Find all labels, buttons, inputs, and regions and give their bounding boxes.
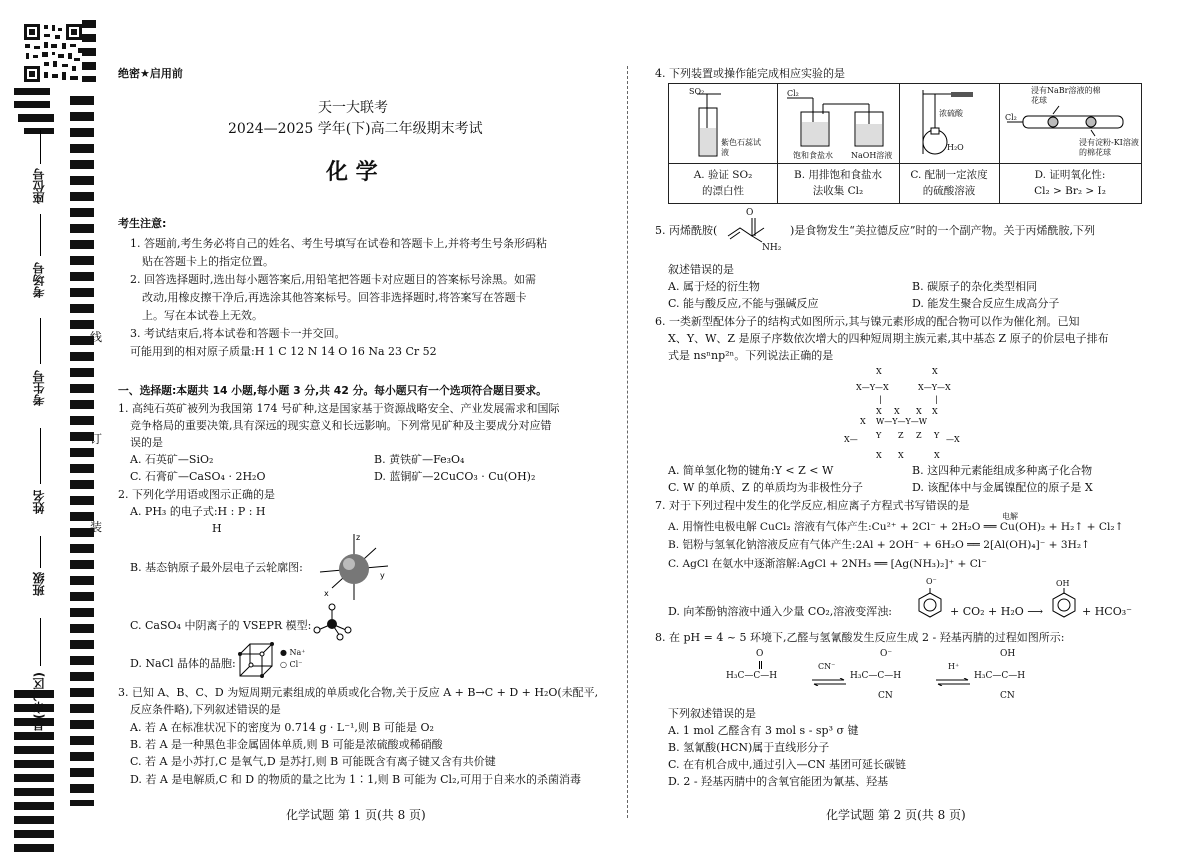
notice-2b: 改动,用橡皮擦干净后,再选涂其他答案标号。回答非选择题时,将答案写在答题卡 [142, 291, 527, 304]
q8-arrow2 [936, 671, 970, 679]
name-label: 姓名 [32, 490, 46, 514]
q1-option-a: A. 石英矿—SiO₂ [130, 453, 214, 466]
q6-stem-2: X、Y、W、Z 是原子序数依次增大的四种短周期主族元素,其中基态 Z 原子的价层电子排布 [668, 332, 1109, 345]
q4-option-c-line1: C. 配制一定浓度 [910, 169, 988, 181]
notice-title: 考生注意: [118, 217, 167, 230]
q4-c-label-water: H₂O [947, 143, 964, 152]
q1-option-d: D. 蓝铜矿—2CuCO₃ · Cu(OH)₂ [374, 470, 536, 483]
q8-m1-bond2 [761, 661, 762, 669]
svg-text:X: X [934, 451, 940, 460]
q4-option-d-line2: Cl₂ > Br₂ > I₂ [1034, 185, 1106, 197]
q8-m3-bot: CN [1000, 691, 1015, 701]
q7-option-b: B. 铝粉与氢氧化钠溶液反应有气体产生:2Al + 2OH⁻ + 6H₂O ══ 2[Al(OH)₄]⁻ + 3H₂↑ [668, 539, 1091, 551]
svg-text:X: X [876, 407, 882, 416]
nacl-legend-na: ● Na⁺ [280, 648, 306, 657]
q8-option-a: A. 1 mol 乙醛含有 3 mol s - sp³ σ 键 [668, 724, 859, 737]
notice-3: 3. 考试结束后,将本试卷和答题卡一并交回。 [130, 327, 346, 340]
phenol-ring [1050, 588, 1078, 618]
svg-text:X—: X— [844, 435, 858, 444]
q1-stem-2: 竞争格局的重要决策,具有深远的现实意义和长远影响。下列常见矿种及主要成分对应错 [130, 419, 552, 432]
binding-mark-line: 线 [90, 330, 103, 344]
q4-option-b-line1: B. 用排饱和食盐水 [794, 169, 882, 181]
q5-option-a: A. 属于烃的衍生物 [668, 280, 760, 293]
q7-option-c: C. AgCl 在氨水中逐渐溶解:AgCl + 2NH₃ ══ [Ag(NH₃)₂]⁺ + Cl⁻ [668, 558, 987, 570]
acrylamide-nh2: NH₂ [762, 243, 782, 253]
q5-stem-after: )是食物发生“美拉德反应”时的一个副产物。关于丙烯酰胺,下列 [790, 224, 1096, 237]
room-label: 考场号 [32, 262, 46, 298]
svg-text:W—Y—Y—W: W—Y—Y—W [876, 417, 928, 426]
secret-mark: 绝密★启用前 [118, 67, 183, 80]
q7-option-d-before: D. 向苯酚钠溶液中通入少量 CO₂,溶液变浑浊: [668, 605, 892, 618]
svg-text:Y: Y [934, 431, 940, 440]
page2-footer: 化学试题 第 2 页(共 8 页) [826, 808, 966, 822]
exam-title: 2024—2025 学年(下)高二年级期末考试 [228, 121, 483, 137]
exam-org: 天一大联考 [318, 100, 388, 116]
q4-apparatus-table [668, 83, 1142, 204]
page1-footer: 化学试题 第 1 页(共 8 页) [286, 808, 426, 822]
q8-option-d: D. 2 - 羟基丙腈中的含氧官能团为氰基、羟基 [668, 775, 889, 788]
q1-stem-1: 1. 高纯石英矿被列为我国第 174 号矿种,这是国家基于资源战略安全、产业发展需求和国际 [118, 402, 560, 415]
q7-option-a: A. 用惰性电极电解 CuCl₂ 溶液有气体产生:Cu²⁺ + 2Cl⁻ + 2H₂O ══ Cu(OH)₂ + H₂↑ + Cl₂↑ [668, 521, 1124, 533]
svg-text:|: | [935, 395, 938, 404]
svg-text:X—Y—X: X—Y—X [856, 383, 889, 392]
svg-text:X: X [932, 407, 938, 416]
q4-option-b-line2: 法收集 Cl₂ [812, 185, 864, 197]
column-divider [627, 66, 628, 818]
q4-b-label-right: NaOH溶液 [851, 151, 893, 160]
q4-c-label-acid: 浓硫酸 [939, 109, 963, 118]
q1-stem-3: 误的是 [130, 436, 163, 449]
q8-m3-top: OH [1000, 649, 1016, 659]
q7-stem: 7. 对于下列过程中发生的化学反应,相应离子方程式书写错误的是 [655, 499, 970, 512]
q7-option-a-cond: 电解 [1002, 512, 1018, 521]
vsepr-model [312, 602, 356, 642]
q6-option-b: B. 这四种元素能组成多种离子化合物 [912, 464, 1093, 477]
q2-option-b: B. 基态钠原子最外层电子云轮廓图: [130, 561, 303, 574]
q8-scheme [708, 645, 1038, 705]
q7-phenoxide-o: O⁻ [926, 577, 937, 586]
q3-option-c: C. 若 A 是小苏打,C 是氧气,D 是苏打,则 B 可能既含有离子键又含有共价键 [130, 755, 496, 768]
svg-text:X: X [860, 417, 866, 426]
seat-line [40, 130, 41, 164]
qr-code [22, 22, 84, 84]
svg-text:X—Y—X: X—Y—X [918, 383, 951, 392]
q8-m2-bot: CN [878, 691, 893, 701]
phenoxide-ring [916, 588, 944, 618]
q2-option-a: A. PH₃ 的电子式:H : P : H [130, 505, 266, 518]
notice-1: 1. 答题前,考生务必将自己的姓名、考生号填写在试卷和答题卡上,并将考生号条形码粘 [130, 237, 547, 250]
svg-text:x: x [324, 589, 329, 598]
class-line [40, 536, 41, 568]
svg-text:Z: Z [898, 431, 904, 440]
q2-stem: 2. 下列化学用语或图示正确的是 [118, 488, 275, 501]
q5-option-b: B. 碳原子的杂化类型相同 [912, 280, 1038, 293]
q4-d-label-cl2: Cl₂ [1005, 113, 1017, 122]
svg-text:z: z [356, 533, 361, 542]
q8-m2: H₃C—C—H [850, 671, 902, 681]
name-line [40, 428, 41, 484]
q5-option-c: C. 能与酸反应,不能与强碱反应 [668, 297, 819, 310]
q3-stem-1: 3. 已知 A、B、C、D 为短周期元素组成的单质或化合物,关于反应 A + B→C + D + H₂O(未配平, [118, 686, 599, 699]
binding-mark-bind: 装 [90, 520, 103, 534]
q4-option-a-line2: 的漂白性 [702, 185, 744, 197]
svg-text:y: y [380, 571, 385, 580]
q6-option-d: D. 该配体中与金属镍配位的原子是 X [912, 481, 1093, 494]
q2-option-a-h: H [212, 522, 222, 535]
q8-arrow1-label: CN⁻ [818, 662, 836, 671]
q4-d-label-top: 浸有NaBr溶液的棉花球 [1031, 86, 1101, 105]
q4-b-label-left: 饱和食盐水 [793, 151, 833, 160]
svg-text:X: X [876, 367, 882, 376]
q8-option-c: C. 在有机合成中,通过引入—CN 基团可延长碳链 [668, 758, 907, 771]
q7-option-d-mid: + CO₂ + H₂O ⟶ [950, 605, 1044, 618]
q4-option-a-line1: A. 验证 SO₂ [693, 169, 753, 181]
q4-a-label-so2: SO₂ [689, 87, 705, 96]
nacl-cell [236, 642, 276, 678]
q8-m1-bond [759, 661, 760, 669]
q4-option-c-line2: 的硫酸溶液 [922, 185, 976, 197]
class-label: 班级 [32, 572, 46, 596]
q8-stem: 8. 在 pH = 4 ~ 5 环境下,乙醛与氢氰酸发生反应生成 2 - 羟基丙腈的过程如图所示: [655, 631, 1065, 644]
q8-m3: H₃C—C—H [974, 671, 1026, 681]
q4-stem: 4. 下列装置或操作能完成相应实验的是 [655, 67, 845, 80]
nacl-legend-cl: ○ Cl⁻ [280, 660, 303, 669]
q7-option-d-after: + HCO₃⁻ [1082, 605, 1132, 618]
svg-text:Y: Y [876, 431, 882, 440]
q6-option-c: C. W 的单质、Z 的单质均为非极性分子 [668, 481, 863, 494]
q6-stem-3: 式是 nsⁿnp²ⁿ。下列说法正确的是 [668, 349, 834, 362]
section-title: 一、选择题:本题共 14 小题,每小题 3 分,共 42 分。每小题只有一个选项符合题目要求。 [118, 384, 547, 397]
county-line [40, 618, 41, 666]
q5-option-d: D. 能发生聚合反应生成高分子 [912, 297, 1060, 310]
q2-option-c: C. CaSO₄ 中阴离子的 VSEPR 模型: [130, 619, 312, 632]
q4-b-label-cl2: Cl₂ [787, 89, 799, 98]
q6-stem-1: 6. 一类新型配体分子的结构式如图所示,其与镍元素形成的配合物可以作为催化剂。已知 [655, 315, 1080, 328]
q8-m1: H₃C—C—H [726, 671, 778, 681]
ligand-structure [836, 366, 978, 462]
q8-option-b: B. 氢氰酸(HCN)属于直线形分子 [668, 741, 830, 754]
notice-2c: 上。写在本试卷上无效。 [142, 309, 263, 322]
svg-text:Z: Z [916, 431, 922, 440]
q7-phenol-oh: OH [1056, 579, 1070, 588]
q8-stem-2: 下列叙述错误的是 [668, 707, 756, 720]
q3-stem-2: 反应条件略),下列叙述错误的是 [130, 703, 281, 716]
svg-text:X: X [894, 407, 900, 416]
q3-option-b: B. 若 A 是一种黑色非金属固体单质,则 B 可能是浓硫酸或稀硝酸 [130, 738, 443, 751]
q5-stem-before: 5. 丙烯酰胺( [655, 224, 718, 237]
q4-d-label-bottom: 浸有淀粉-KI溶液的棉花球 [1079, 138, 1139, 157]
examinee-line [40, 318, 41, 364]
room-line [40, 214, 41, 256]
atomic-masses: 可能用到的相对原子质量:H 1 C 12 N 14 O 16 Na 23 Cr 52 [130, 345, 437, 358]
q5-stem-2: 叙述错误的是 [668, 263, 734, 276]
svg-text:|: | [879, 395, 882, 404]
orbital-diagram [318, 532, 390, 602]
binding-mark-staple: 订 [90, 432, 103, 446]
subject-title: 化 学 [326, 160, 378, 185]
q6-option-a: A. 简单氢化物的键角:Y < Z < W [668, 464, 834, 477]
svg-text:—X: —X [946, 435, 960, 444]
examinee-label: 考生号 [32, 370, 46, 406]
q8-arrow2-label: H⁺ [948, 662, 960, 671]
acrylamide-o: O [746, 208, 754, 218]
q1-option-b: B. 黄铁矿—Fe₃O₄ [374, 453, 465, 466]
svg-text:X: X [916, 407, 922, 416]
q8-m2-top: O⁻ [880, 649, 893, 659]
svg-text:X: X [876, 451, 882, 460]
county-label: 县(市、区) [32, 672, 46, 731]
notice-2: 2. 回答选择题时,选出每小题答案后,用铅笔把答题卡对应题目的答案标号涂黑。如需 [130, 273, 536, 286]
svg-text:X: X [898, 451, 904, 460]
q4-a-label-liquid: 紫色石蕊试液 [721, 138, 761, 157]
q8-arrow1 [812, 671, 846, 679]
q4-option-d-line1: D. 证明氧化性: [1034, 169, 1106, 181]
seat-label: 座位号 [32, 168, 46, 204]
svg-text:X: X [932, 367, 938, 376]
notice-1b: 贴在答题卡上的指定位置。 [142, 255, 274, 268]
q2-option-d: D. NaCl 晶体的晶胞: [130, 657, 236, 670]
q3-option-a: A. 若 A 在标准状况下的密度为 0.714 g · L⁻¹,则 B 可能是 O₂ [130, 721, 434, 734]
q1-option-c: C. 石膏矿—CaSO₄ · 2H₂O [130, 470, 266, 483]
q3-option-d: D. 若 A 是电解质,C 和 D 的物质的量之比为 1∶1,则 B 可能为 Cl₂,可用于自来水的杀菌消毒 [130, 773, 581, 786]
q8-m1-top: O [756, 649, 764, 659]
